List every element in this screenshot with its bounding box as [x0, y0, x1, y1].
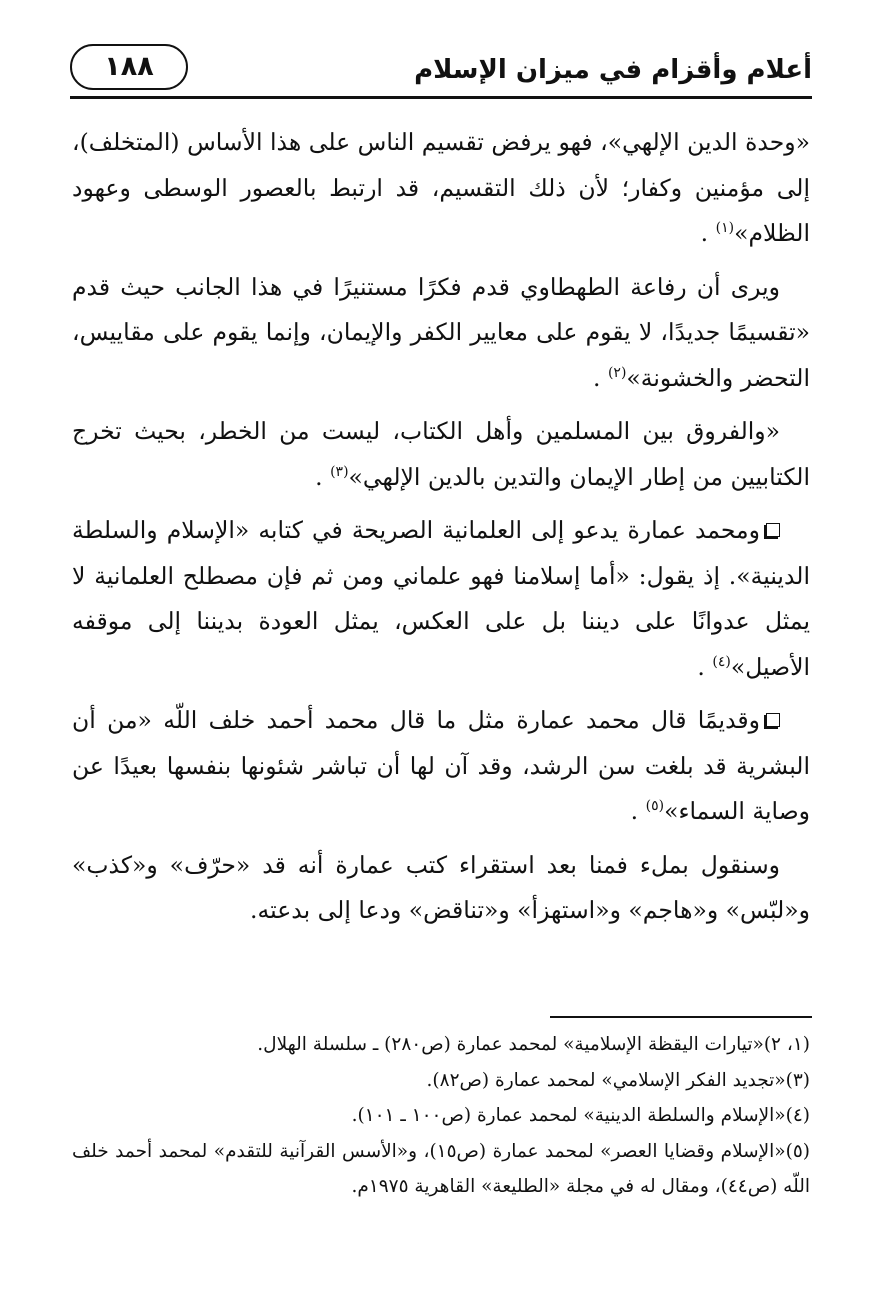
paragraph-tail: .	[630, 797, 646, 825]
paragraph-tail: .	[700, 219, 716, 247]
footnote-ref-2[interactable]: (٢)	[607, 364, 627, 381]
footnote-separator	[550, 1016, 812, 1018]
footnotes	[72, 1027, 810, 1205]
paragraph-text: «والفروق بين المسلمين وأهل الكتاب، ليست من الخطر، بحيث تخرج الكتابيين من إطار الإيمان والتدين بالدين الإلهي»	[72, 417, 810, 491]
paragraph-text: ويرى أن رفاعة الطهطاوي قدم فكرًا مستنيرًا في هذا الجانب حيث قدم «تقسيمًا جديدًا، لا يقوم على معايير الكفر والإيمان، وإنما يقوم على مقاييس، التحضر والخشونة»	[72, 272, 810, 392]
paragraph-5	[72, 698, 810, 835]
paragraph-tail: .	[315, 462, 331, 491]
paragraph-text: ومحمد عمارة يدعو إلى العلمانية الصريحة في كتابه «الإسلام والسلطة الدينية». إذ يقول: «أما إسلامنا فهو علماني ومن ثم فإن مصطلح العلمانية لا يمثل عدوانًا على ديننا بل على العكس، يمثل العودة بديننا إلى موقفه الأصيل»	[72, 516, 810, 681]
paragraph-text: «وحدة الدين الإلهي»، فهو يرفض تقسيم الناس على هذا الأساس (المتخلف)، إلى مؤمنين وكفار؛ لأن ذلك التقسيم، قد ارتبط بالعصور الوسطى وعهود الظلام»	[72, 128, 810, 247]
footnote-item: (٥)«الإسلام وقضايا العصر» لمحمد عمارة (ص١٥)، و«الأسس القرآنية للتقدم» لمحمد أحمد خلف اللّه (ص٤٤)، ومقال له في مجلة «الطليعة» القاهرية ١٩٧٥م.	[72, 1140, 810, 1197]
paragraph-6	[72, 843, 810, 934]
footnote-ref-1[interactable]: (١)	[715, 220, 735, 237]
page-number-badge	[70, 44, 188, 90]
header-rule	[70, 96, 812, 99]
paragraph-3	[72, 409, 810, 500]
footnote-ref-5[interactable]: (٥)	[645, 798, 665, 815]
square-bullet-icon	[766, 713, 780, 727]
paragraph-tail: .	[592, 363, 608, 392]
paragraph-text: وقديمًا قال محمد عمارة مثل ما قال محمد أحمد خلف اللّه «من أن البشرية قد بلغت سن الرشد، وقد آن لها أن تباشر شئونها بنفسها بعيدًا عن وصاية السماء»	[72, 706, 810, 825]
page-header	[70, 44, 812, 96]
paragraph-4	[72, 508, 810, 690]
footnote-ref-3[interactable]: (٣)	[330, 463, 349, 480]
paragraph-text: وسنقول بملء فمنا بعد استقراء كتب عمارة أنه قد «حرّف» و«كذب» و«لبّس» و«هاجم» و«استهزأ» و«تناقض» ودعا إلى بدعته.	[72, 850, 810, 924]
paragraph-2	[72, 265, 810, 402]
footnote-ref-4[interactable]: (٤)	[712, 653, 731, 670]
page-number: ١٨٨	[104, 51, 154, 82]
body-text	[72, 120, 810, 942]
paragraph-1	[72, 120, 810, 257]
footnote-item: (٣)«تجديد الفكر الإسلامي» لمحمد عمارة (ص٨٢).	[426, 1069, 810, 1091]
footnote-item: (١، ٢)«تيارات اليقظة الإسلامية» لمحمد عمارة (ص٢٨٠) ـ سلسلة الهلال.	[257, 1034, 810, 1055]
running-title: أعلام وأقزام في ميزان الإسلام	[414, 55, 812, 85]
square-bullet-icon	[766, 523, 780, 537]
paragraph-tail: .	[697, 652, 713, 681]
footnote-item: (٤)«الإسلام والسلطة الدينية» لمحمد عمارة (ص١٠٠ ـ ١٠١).	[351, 1105, 810, 1126]
